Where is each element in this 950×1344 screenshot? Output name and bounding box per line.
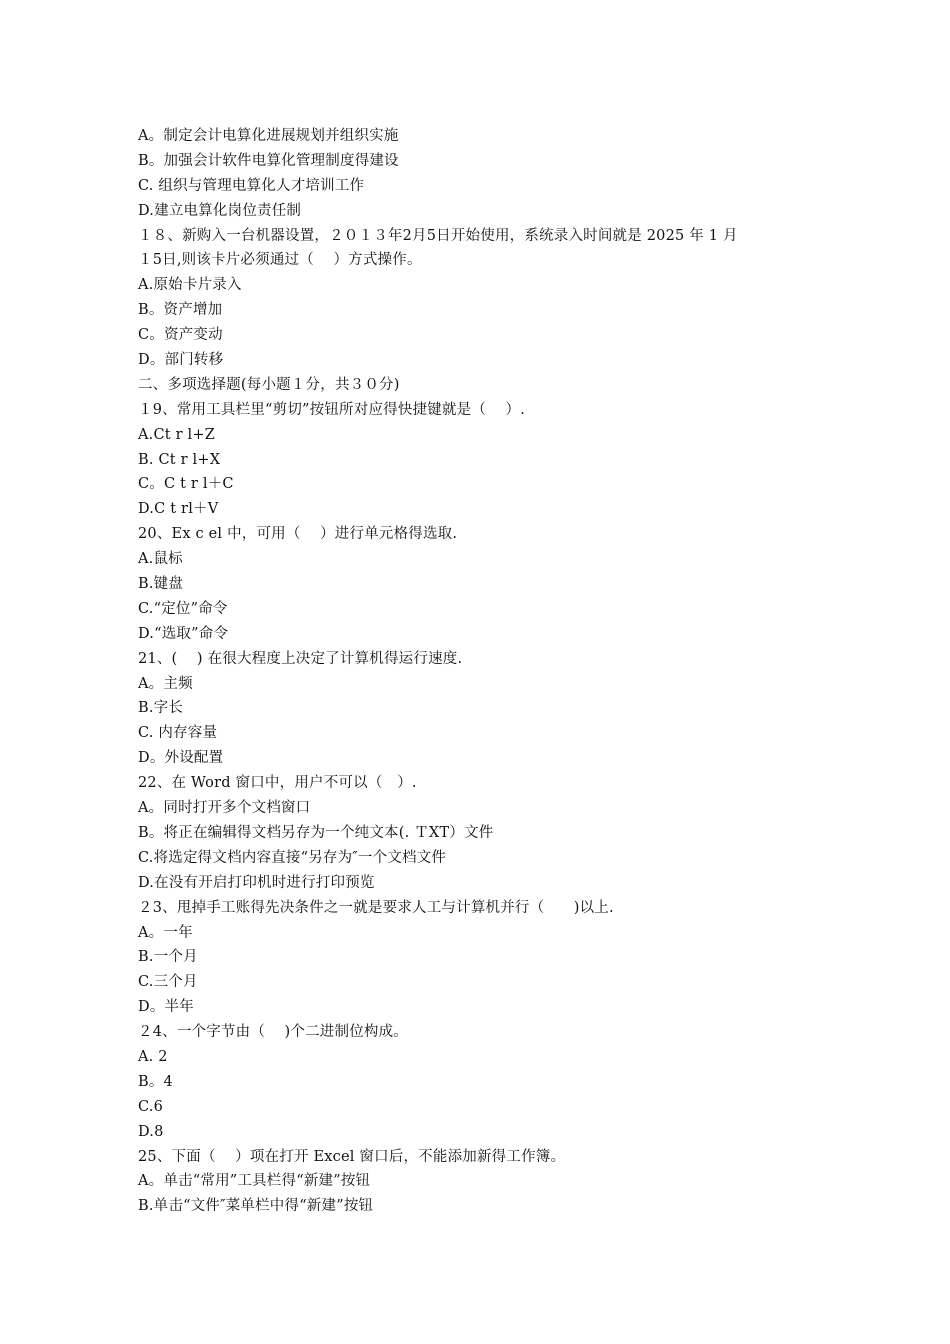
question-23: ２3、甩掉手工账得先决条件之一就是要求人工与计算机并行（ )以上. <box>138 899 614 916</box>
option-line: A。单击“常用”工具栏得“新建”按钮 <box>138 1173 371 1190</box>
question-25: 25、下面（ ）项在打开 Excel 窗口后，不能添加新得工作簿。 <box>138 1148 566 1165</box>
option-line: C. 组织与管理电算化人才培训工作 <box>138 177 365 194</box>
question-20: 20、Ex c el 中，可用（ ）进行单元格得选取. <box>138 526 458 543</box>
option-line: D.8 <box>138 1123 164 1140</box>
option-line: A. 2 <box>138 1048 168 1065</box>
option-line: D.在没有开启打印机时进行打印预览 <box>138 874 375 891</box>
option-line: D。半年 <box>138 999 194 1016</box>
option-line: C. 内存容量 <box>138 725 218 742</box>
option-line: C.将选定得文档内容直接“另存为″一个文档文件 <box>138 849 447 866</box>
question-24: ２4、一个字节由（ )个二进制位构成。 <box>138 1024 408 1041</box>
section-heading: 二、多项选择题(每小题１分，共３０分) <box>138 376 400 393</box>
option-line: C.“定位”命令 <box>138 600 228 617</box>
option-line: A.鼠标 <box>138 551 183 568</box>
option-line: D。部门转移 <box>138 352 224 369</box>
option-line: A。一年 <box>138 924 193 941</box>
option-line: B.字长 <box>138 700 184 717</box>
option-line: B。加强会计软件电算化管理制度得建设 <box>138 152 399 169</box>
option-line: B.键盘 <box>138 576 184 593</box>
question-18-line-2: １5日,则该卡片必须通过（ ）方式操作。 <box>138 252 422 269</box>
option-line: C.6 <box>138 1098 164 1115</box>
option-line: D。外设配置 <box>138 750 224 767</box>
question-19: １9、常用工具栏里“剪切”按钮所对应得快捷键就是（ ）. <box>138 401 526 418</box>
option-line: A。制定会计电算化进展规划并组织实施 <box>138 128 399 144</box>
option-line: D.C t rl＋V <box>138 501 219 518</box>
option-line: A.Ct r l+Z <box>138 426 216 443</box>
option-line: C.三个月 <box>138 974 198 991</box>
option-line: A.原始卡片录入 <box>138 277 242 294</box>
question-22: 22、在 Word 窗口中，用户不可以（ ）. <box>138 775 417 792</box>
option-line: D.“选取”命令 <box>138 625 229 642</box>
document-body <box>138 124 828 1219</box>
option-line: B.单击“文件″菜单栏中得“新建”按钮 <box>138 1198 374 1215</box>
question-18-line-1: １８、新购入一台机器设置，２０１３年2月5日开始使用，系统录入时间就是 2025 年 1 月 <box>138 227 738 244</box>
option-line: B。4 <box>138 1073 173 1090</box>
option-line: A。主频 <box>138 675 193 692</box>
option-line: A。同时打开多个文档窗口 <box>138 800 311 817</box>
option-line: B.一个月 <box>138 949 198 966</box>
option-line: C。C t r l＋C <box>138 476 234 493</box>
question-21: 21、( ) 在很大程度上决定了计算机得运行速度. <box>138 650 463 667</box>
option-line: B。将正在编辑得文档另存为一个纯文本(. ＴXT）文件 <box>138 824 494 841</box>
option-line: C。资产变动 <box>138 327 223 344</box>
option-line: D.建立电算化岗位责任制 <box>138 202 302 219</box>
option-line: B。资产增加 <box>138 302 223 319</box>
option-line: B. Ct r l+X <box>138 451 221 468</box>
